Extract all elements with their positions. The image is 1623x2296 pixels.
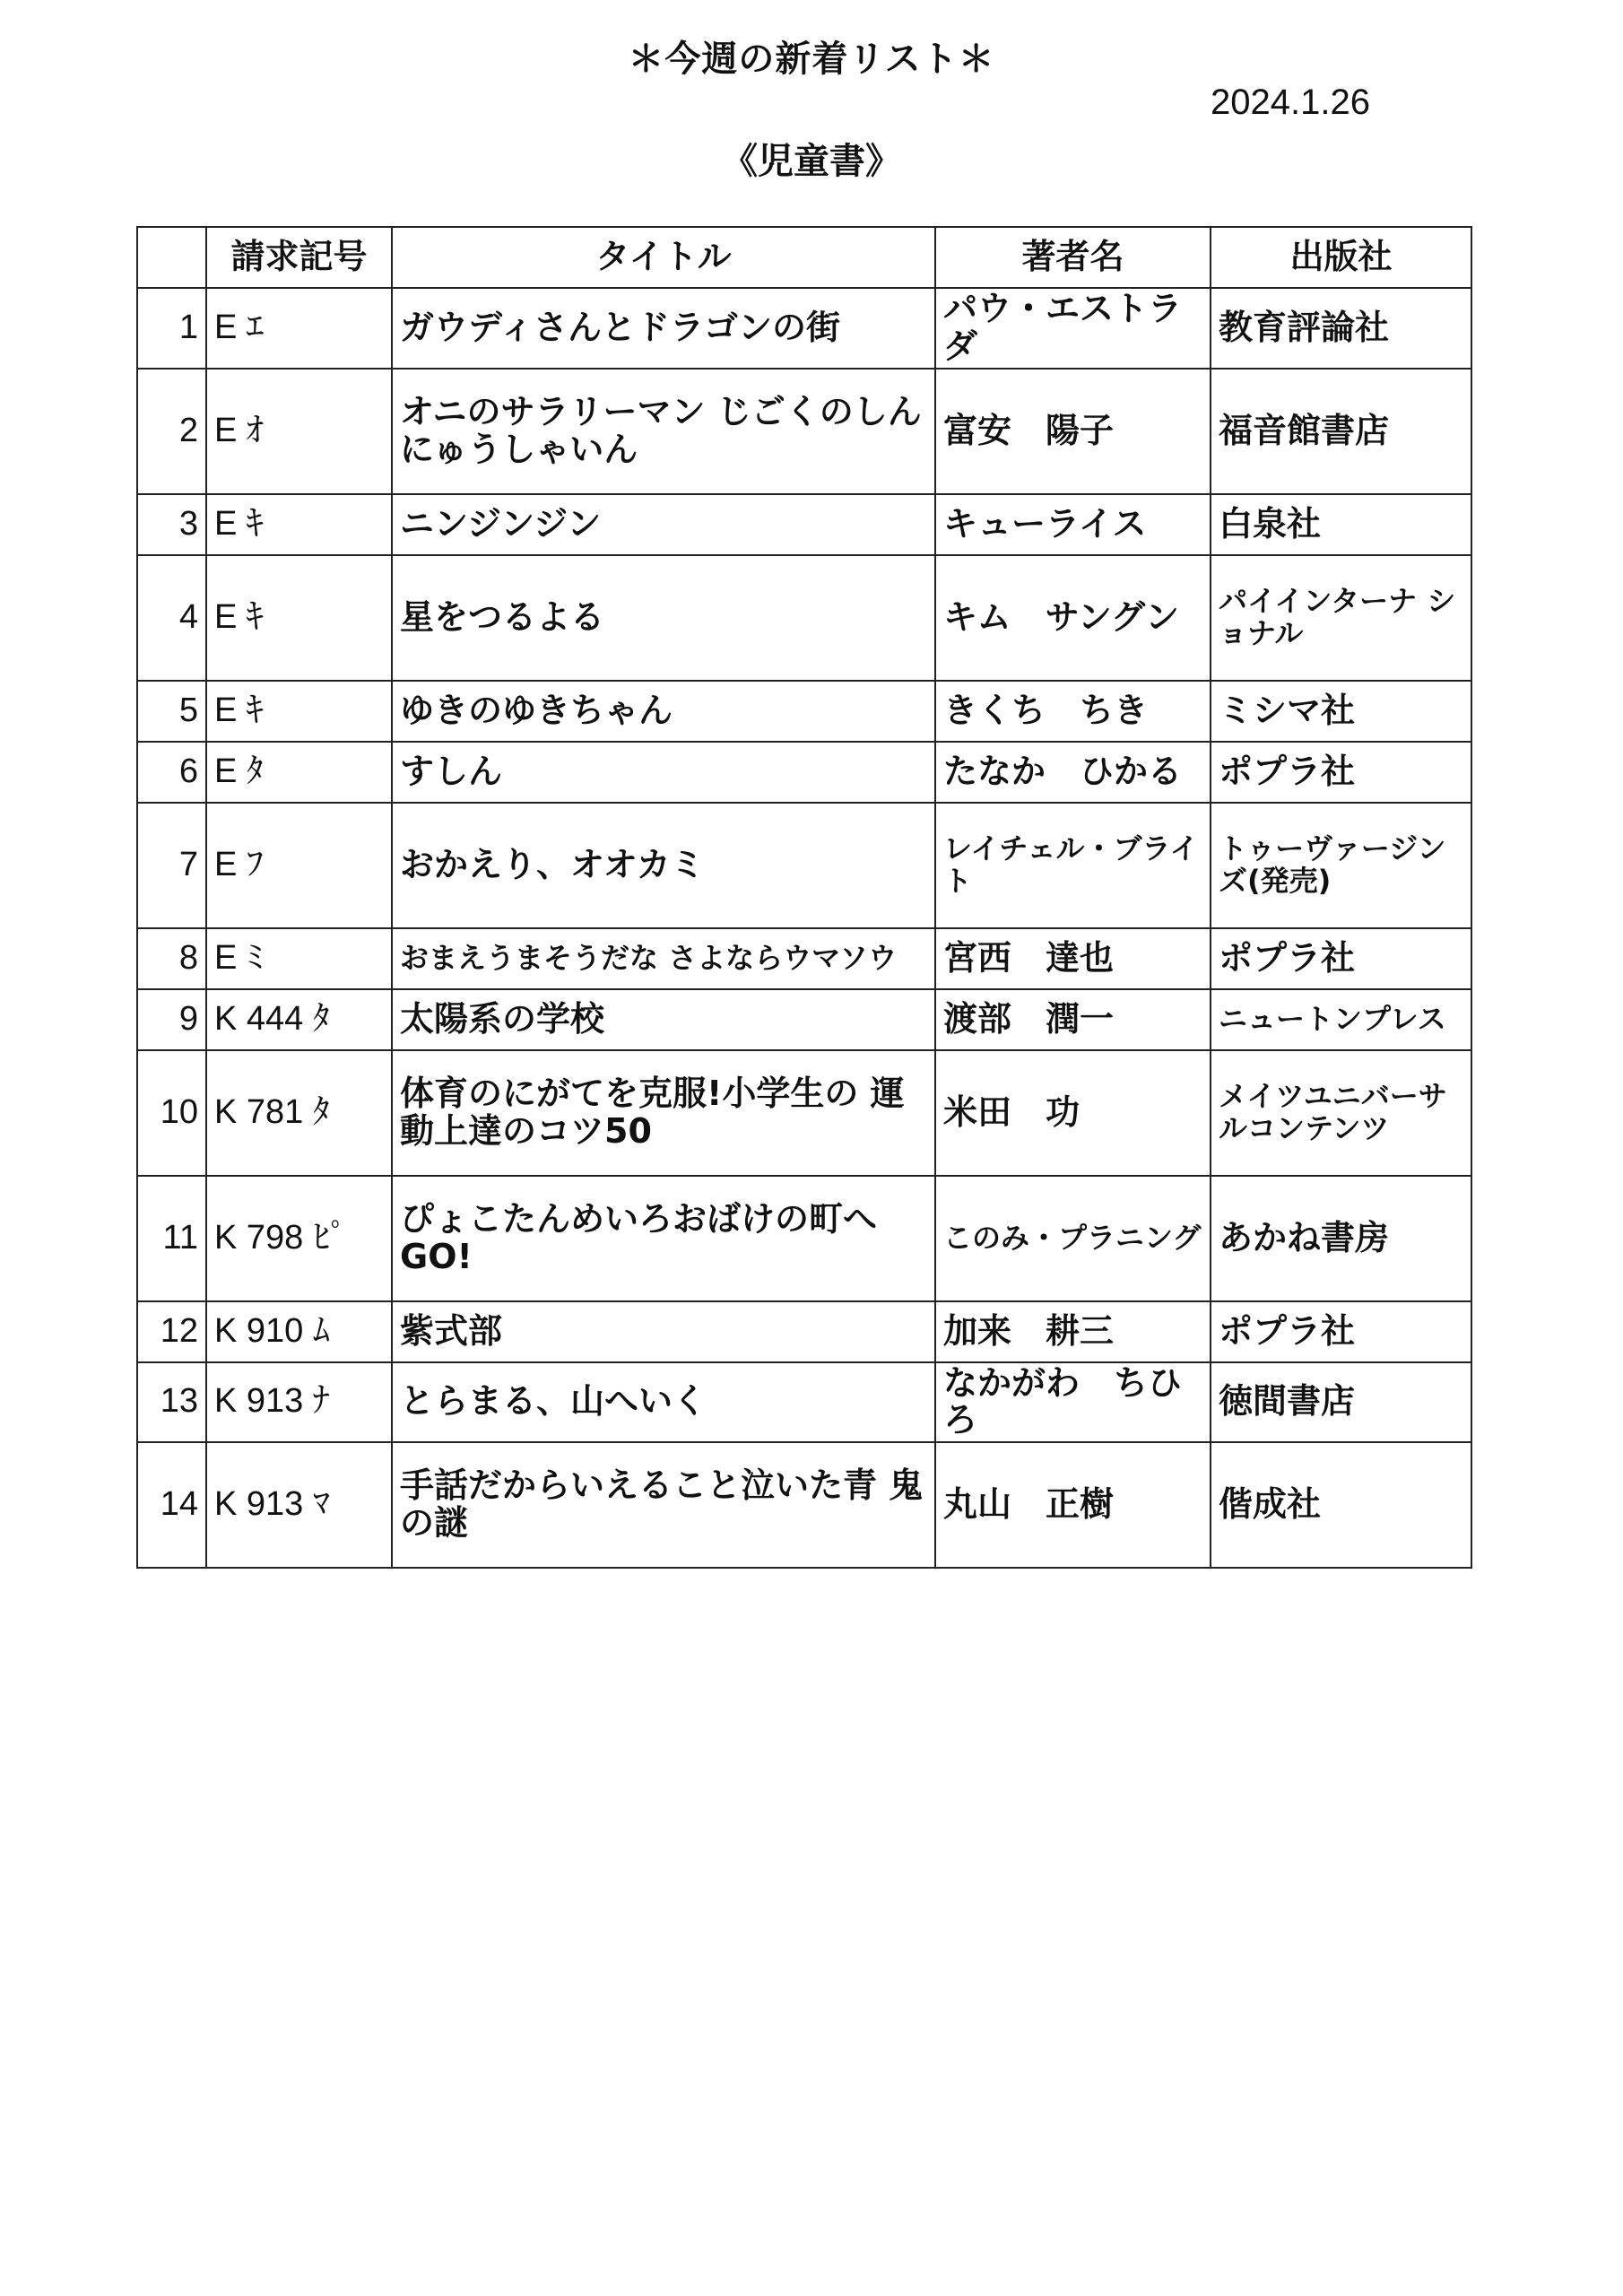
- book-publisher: ニュートンプレス: [1211, 989, 1471, 1050]
- table-header-row: [137, 227, 1471, 288]
- call-number: K 444 ﾀ: [206, 989, 392, 1050]
- row-number: 1: [137, 288, 206, 369]
- table-row: [137, 288, 1471, 369]
- book-publisher: ポプラ社: [1211, 742, 1471, 803]
- table-row: [137, 928, 1471, 989]
- row-number: 4: [137, 555, 206, 681]
- call-number: E ｵ: [206, 369, 392, 494]
- row-number: 13: [137, 1362, 206, 1443]
- book-publisher: あかね書房: [1211, 1176, 1471, 1301]
- book-publisher: 偕成社: [1211, 1442, 1471, 1568]
- table-row: [137, 1442, 1471, 1568]
- call-number: E ｷ: [206, 494, 392, 555]
- book-author: キューライス: [935, 494, 1211, 555]
- row-number: 9: [137, 989, 206, 1050]
- call-number: K 913 ﾅ: [206, 1362, 392, 1443]
- call-number: E ｷ: [206, 555, 392, 681]
- book-title: 太陽系の学校: [392, 989, 935, 1050]
- new-arrivals-table: [136, 226, 1472, 1569]
- table-row: [137, 1176, 1471, 1301]
- section-heading: 《児童書》: [722, 141, 901, 182]
- row-number: 10: [137, 1050, 206, 1176]
- book-publisher: トゥーヴァージン ズ(発売): [1211, 803, 1471, 928]
- book-publisher: メイツユニバーサ ルコンテンツ: [1211, 1050, 1471, 1176]
- book-author: 宮西 達也: [935, 928, 1211, 989]
- table-row: [137, 681, 1471, 742]
- table-row: [137, 989, 1471, 1050]
- table-row: [137, 1301, 1471, 1362]
- column-header-title: タイトル: [392, 227, 935, 288]
- book-title: おかえり、オオカミ: [392, 803, 935, 928]
- table-row: [137, 742, 1471, 803]
- book-publisher: 徳間書店: [1211, 1362, 1471, 1443]
- row-number: 6: [137, 742, 206, 803]
- book-author: このみ・プラニング: [935, 1176, 1211, 1301]
- column-header-publisher: 出版社: [1211, 227, 1471, 288]
- column-header-number: [137, 227, 206, 288]
- book-title: ぴょこたんめいろおばけの町へ GO!: [392, 1176, 935, 1301]
- row-number: 7: [137, 803, 206, 928]
- call-number: E ﾐ: [206, 928, 392, 989]
- book-title: ニンジンジン: [392, 494, 935, 555]
- call-number: E ﾀ: [206, 742, 392, 803]
- book-title: すしん: [392, 742, 935, 803]
- book-title: 手話だからいえること泣いた青 鬼の謎: [392, 1442, 935, 1568]
- call-number: E ｷ: [206, 681, 392, 742]
- book-title: 星をつるよる: [392, 555, 935, 681]
- book-author: なかがわ ちひろ: [935, 1362, 1211, 1443]
- call-number: E ﾌ: [206, 803, 392, 928]
- table-row: [137, 1050, 1471, 1176]
- call-number: E ｴ: [206, 288, 392, 369]
- column-header-author: 著者名: [935, 227, 1211, 288]
- column-header-call-number: 請求記号: [206, 227, 392, 288]
- book-publisher: ポプラ社: [1211, 1301, 1471, 1362]
- book-publisher: パイインターナ ショナル: [1211, 555, 1471, 681]
- table-row: [137, 555, 1471, 681]
- book-author: たなか ひかる: [935, 742, 1211, 803]
- book-title: ガウディさんとドラゴンの街: [392, 288, 935, 369]
- call-number: K 910 ﾑ: [206, 1301, 392, 1362]
- book-author: 米田 功: [935, 1050, 1211, 1176]
- call-number: K 913 ﾏ: [206, 1442, 392, 1568]
- book-title: ゆきのゆきちゃん: [392, 681, 935, 742]
- book-author: 富安 陽子: [935, 369, 1211, 494]
- book-title: 体育のにがてを克服!小学生の 運動上達のコツ50: [392, 1050, 935, 1176]
- book-title: 紫式部: [392, 1301, 935, 1362]
- row-number: 5: [137, 681, 206, 742]
- book-author: パウ・エストラダ: [935, 288, 1211, 369]
- book-author: 丸山 正樹: [935, 1442, 1211, 1568]
- table-row: [137, 494, 1471, 555]
- row-number: 12: [137, 1301, 206, 1362]
- book-author: キム サングン: [935, 555, 1211, 681]
- book-publisher: ポプラ社: [1211, 928, 1471, 989]
- book-publisher: 教育評論社: [1211, 288, 1471, 369]
- book-author: 加来 耕三: [935, 1301, 1211, 1362]
- document-title: ＊今週の新着リスト＊: [628, 39, 995, 80]
- table-row: [137, 369, 1471, 494]
- table-body: [137, 288, 1471, 1568]
- row-number: 3: [137, 494, 206, 555]
- book-publisher: ミシマ社: [1211, 681, 1471, 742]
- table-row: [137, 803, 1471, 928]
- book-author: きくち ちき: [935, 681, 1211, 742]
- book-author: レイチェル・ブライト: [935, 803, 1211, 928]
- call-number: K 798 ﾋﾟ: [206, 1176, 392, 1301]
- row-number: 14: [137, 1442, 206, 1568]
- book-publisher: 福音館書店: [1211, 369, 1471, 494]
- book-author: 渡部 潤一: [935, 989, 1211, 1050]
- book-title: おまえうまそうだな さよならウマソウ: [392, 928, 935, 989]
- call-number: K 781 ﾀ: [206, 1050, 392, 1176]
- table-row: [137, 1362, 1471, 1443]
- row-number: 2: [137, 369, 206, 494]
- book-title: とらまる、山へいく: [392, 1362, 935, 1443]
- row-number: 8: [137, 928, 206, 989]
- book-publisher: 白泉社: [1211, 494, 1471, 555]
- book-title: オニのサラリーマン じごくのしん にゅうしゃいん: [392, 369, 935, 494]
- document-date: 2024.1.26: [1211, 83, 1370, 122]
- row-number: 11: [137, 1176, 206, 1301]
